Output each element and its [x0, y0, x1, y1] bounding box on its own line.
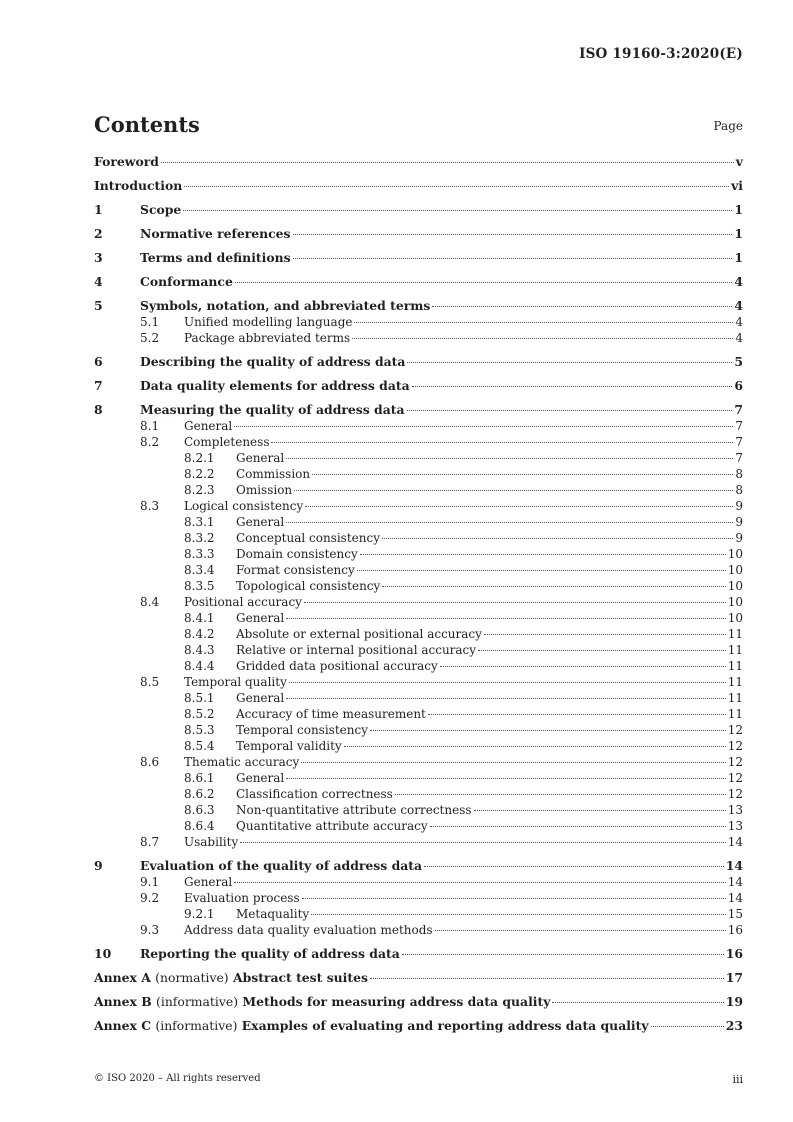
dot-leader [432, 306, 732, 307]
toc-entry-page: 1 [734, 250, 743, 265]
toc-entry-page: 10 [727, 579, 743, 593]
toc-entry-page: 10 [727, 611, 743, 625]
dot-leader [407, 410, 733, 411]
toc-entry-title: Topological consistency [236, 579, 381, 593]
toc-entry-title: Temporal consistency [236, 723, 368, 737]
dot-leader [311, 914, 726, 915]
toc-entry-number: 8.6.4 [184, 819, 215, 833]
dot-leader [271, 442, 733, 443]
toc-entry-page: 8 [735, 483, 743, 497]
toc-entry-title: Temporal validity [236, 739, 342, 753]
toc-entry-title: Terms and definitions [140, 250, 291, 265]
toc-entry-number: 8.6.1 [184, 771, 215, 785]
toc-entry-page: 23 [725, 1018, 743, 1033]
toc-entry-page: 7 [735, 419, 743, 433]
copyright-notice: © ISO 2020 – All rights reserved [94, 1073, 261, 1084]
toc-entry-title: Format consistency [236, 563, 355, 577]
toc-entry-number: 3 [94, 250, 103, 265]
toc-entry-page: 1 [734, 202, 743, 217]
toc-entry-title: Package abbreviated terms [184, 331, 351, 345]
toc-entry[interactable] [94, 466, 743, 482]
toc-entry-title: General [184, 419, 233, 433]
dot-leader [370, 978, 724, 979]
toc-entry-title: Describing the quality of address data [140, 354, 406, 369]
dot-leader [402, 954, 724, 955]
toc-entry-title: Metaquality [236, 907, 310, 921]
toc-entry[interactable] [94, 314, 743, 330]
toc-entry-page: 11 [727, 627, 743, 641]
toc-entry-page: 10 [727, 547, 743, 561]
toc-entry-title: Introduction [94, 178, 183, 193]
toc-entry-page: 13 [727, 819, 743, 833]
dot-leader [286, 778, 725, 779]
toc-entry-title: Domain consistency [236, 547, 358, 561]
toc-entry-title: Normative references [140, 226, 291, 241]
toc-entry-number: 5 [94, 298, 103, 313]
toc-entry-page: 16 [727, 923, 743, 937]
dot-leader [301, 762, 725, 763]
toc-entry-page: 12 [727, 755, 743, 769]
toc-entry[interactable] [94, 770, 743, 786]
toc-entry-number: 8.5 [140, 675, 160, 689]
toc-entry-title: Accuracy of time measurement [236, 707, 426, 721]
toc-entry-title: Usability [184, 835, 239, 849]
dot-leader [161, 162, 734, 163]
toc-entry-title: Unified modelling language [184, 315, 353, 329]
dot-leader [240, 842, 725, 843]
toc-entry-page: 12 [727, 739, 743, 753]
toc-entry-page: 15 [727, 907, 743, 921]
table-of-contents [94, 154, 743, 1034]
toc-entry[interactable] [94, 802, 743, 818]
toc-entry[interactable] [94, 530, 743, 546]
toc-entry[interactable] [94, 562, 743, 578]
toc-entry-page: 17 [725, 970, 743, 985]
page-column-label: Page [713, 119, 743, 133]
toc-entry-title: Quantitative attribute accuracy [236, 819, 428, 833]
toc-entry-page: 11 [727, 691, 743, 705]
document-id: ISO 19160-3:2020(E) [579, 46, 743, 62]
toc-entry-number: 8.2 [140, 435, 160, 449]
dot-leader [440, 666, 726, 667]
toc-entry-number: 8.3.5 [184, 579, 215, 593]
dot-leader [286, 522, 733, 523]
toc-entry-number: 8.2.1 [184, 451, 215, 465]
toc-entry[interactable] [94, 922, 743, 938]
dot-leader [235, 282, 733, 283]
toc-entry[interactable] [94, 434, 743, 450]
toc-entry-title: General [236, 611, 285, 625]
dot-leader [435, 930, 726, 931]
toc-entry-number: 8 [94, 402, 103, 417]
toc-entry[interactable] [94, 858, 743, 874]
toc-entry-page: v [735, 154, 743, 169]
dot-leader [382, 586, 725, 587]
toc-entry-page: 7 [734, 402, 743, 417]
toc-entry-number: 8.6 [140, 755, 160, 769]
dot-leader [474, 810, 726, 811]
dot-leader [370, 730, 726, 731]
toc-entry-page: 4 [734, 274, 743, 289]
toc-entry-title: Classification correctness [236, 787, 393, 801]
toc-entry-title: Symbols, notation, and abbreviated terms [140, 298, 431, 313]
toc-entry-number: 8.6.2 [184, 787, 215, 801]
toc-entry-title: Omission [236, 483, 293, 497]
dot-leader [651, 1026, 724, 1027]
toc-entry[interactable] [94, 202, 743, 218]
toc-entry-page: 9 [735, 531, 743, 545]
dot-leader [412, 386, 733, 387]
toc-entry-page: 14 [727, 891, 743, 905]
toc-entry-number: 9 [94, 858, 103, 873]
toc-entry[interactable] [94, 594, 743, 610]
toc-entry[interactable] [94, 946, 743, 962]
toc-entry[interactable] [94, 354, 743, 370]
toc-entry[interactable] [94, 994, 743, 1010]
toc-entry[interactable] [94, 690, 743, 706]
dot-leader [289, 682, 726, 683]
dot-leader [234, 882, 725, 883]
toc-entry-title: Logical consistency [184, 499, 304, 513]
toc-entry-number: 8.5.4 [184, 739, 215, 753]
toc-entry-page: 10 [727, 595, 743, 609]
toc-entry-number: 2 [94, 226, 103, 241]
toc-entry[interactable] [94, 274, 743, 290]
toc-entry-title: Data quality elements for address data [140, 378, 410, 393]
toc-entry-title: General [184, 875, 233, 889]
toc-entry-page: 14 [727, 835, 743, 849]
toc-entry-title: Foreword [94, 154, 159, 169]
toc-entry[interactable] [94, 738, 743, 754]
toc-entry[interactable] [94, 546, 743, 562]
toc-entry-page: 11 [727, 659, 743, 673]
toc-entry-page: 7 [735, 451, 743, 465]
toc-entry-title: Commission [236, 467, 311, 481]
toc-entry-number: 8.4.4 [184, 659, 215, 673]
toc-entry-number: 8.3.2 [184, 531, 215, 545]
toc-entry-title: Evaluation process [184, 891, 300, 905]
toc-entry-page: 1 [734, 226, 743, 241]
toc-entry-number: 8.3.4 [184, 563, 215, 577]
dot-leader [430, 826, 726, 827]
toc-entry[interactable] [94, 250, 743, 266]
toc-entry-title: Thematic accuracy [184, 755, 300, 769]
toc-entry-title: Address data quality evaluation methods [184, 923, 433, 937]
toc-entry-number: 9.2.1 [184, 907, 215, 921]
toc-entry-page: 6 [734, 378, 743, 393]
toc-entry[interactable] [94, 674, 743, 690]
toc-entry-number: 8.3.3 [184, 547, 215, 561]
toc-entry[interactable] [94, 610, 743, 626]
page-number: iii [732, 1073, 743, 1086]
dot-leader [286, 698, 725, 699]
dot-leader [428, 714, 726, 715]
toc-entry[interactable] [94, 706, 743, 722]
toc-entry[interactable] [94, 722, 743, 738]
toc-entry-page: 7 [735, 435, 743, 449]
toc-entry-page: 14 [727, 875, 743, 889]
toc-entry[interactable] [94, 658, 743, 674]
toc-entry[interactable] [94, 154, 743, 170]
toc-entry-number: 5.1 [140, 315, 160, 329]
dot-leader [234, 426, 733, 427]
toc-entry[interactable] [94, 498, 743, 514]
contents-title: Contents [94, 112, 200, 137]
toc-entry-title: Annex C (informative) Examples of evaluating and reporting address data quality [94, 1018, 649, 1033]
toc-entry-number: 9.2 [140, 891, 160, 905]
toc-entry[interactable] [94, 378, 743, 394]
toc-entry-number: 8.4 [140, 595, 160, 609]
dot-leader [382, 538, 733, 539]
toc-entry-title: Relative or internal positional accuracy [236, 643, 477, 657]
dot-leader [294, 490, 733, 491]
dot-leader [484, 634, 726, 635]
toc-entry-title: General [236, 451, 285, 465]
toc-entry-number: 7 [94, 378, 103, 393]
toc-entry-number: 4 [94, 274, 103, 289]
toc-entry-page: 12 [727, 723, 743, 737]
toc-entry-number: 8.2.3 [184, 483, 215, 497]
toc-entry-number: 8.5.3 [184, 723, 215, 737]
dot-leader [304, 602, 726, 603]
toc-entry-number: 8.2.2 [184, 467, 215, 481]
dot-leader [293, 258, 733, 259]
toc-entry-title: Completeness [184, 435, 270, 449]
toc-entry-page: 13 [727, 803, 743, 817]
toc-entry-page: vi [731, 178, 743, 193]
dot-leader [183, 210, 732, 211]
toc-entry[interactable] [94, 178, 743, 194]
toc-entry-number: 8.3 [140, 499, 160, 513]
toc-entry-page: 19 [725, 994, 743, 1009]
dot-leader [286, 458, 733, 459]
toc-entry-number: 8.5.1 [184, 691, 215, 705]
toc-entry-number: 5.2 [140, 331, 160, 345]
toc-entry[interactable] [94, 402, 743, 418]
toc-entry[interactable] [94, 226, 743, 242]
dot-leader [344, 746, 726, 747]
toc-entry[interactable] [94, 514, 743, 530]
toc-entry-number: 8.4.2 [184, 627, 215, 641]
toc-entry-number: 8.3.1 [184, 515, 215, 529]
toc-entry-page: 9 [735, 499, 743, 513]
toc-entry-title: Conformance [140, 274, 233, 289]
toc-entry-page: 4 [735, 315, 743, 329]
toc-entry-title: Absolute or external positional accuracy [236, 627, 482, 641]
dot-leader [354, 322, 733, 323]
dot-leader [552, 1002, 723, 1003]
toc-entry-title: General [236, 691, 285, 705]
toc-entry-page: 12 [727, 771, 743, 785]
toc-entry-page: 11 [727, 643, 743, 657]
toc-entry-title: Measuring the quality of address data [140, 402, 405, 417]
toc-entry-page: 4 [735, 331, 743, 345]
toc-entry-page: 16 [725, 946, 743, 961]
toc-entry[interactable] [94, 418, 743, 434]
toc-entry[interactable] [94, 890, 743, 906]
toc-entry-title: Positional accuracy [184, 595, 302, 609]
toc-entry[interactable] [94, 874, 743, 890]
toc-entry[interactable] [94, 330, 743, 346]
toc-entry-page: 5 [734, 354, 743, 369]
toc-entry-title: Reporting the quality of address data [140, 946, 400, 961]
toc-entry-page: 11 [727, 707, 743, 721]
toc-entry-title: General [236, 771, 285, 785]
dot-leader [305, 506, 733, 507]
toc-entry-page: 12 [727, 787, 743, 801]
toc-entry[interactable] [94, 906, 743, 922]
toc-entry-number: 10 [94, 946, 112, 961]
toc-entry-title: Non-quantitative attribute correctness [236, 803, 472, 817]
toc-entry-number: 9.1 [140, 875, 160, 889]
toc-entry-title: Evaluation of the quality of address data [140, 858, 423, 873]
toc-entry[interactable] [94, 578, 743, 594]
toc-entry-title: Scope [140, 202, 182, 217]
toc-entry-page: 9 [735, 515, 743, 529]
toc-entry-number: 9.3 [140, 923, 160, 937]
dot-leader [395, 794, 726, 795]
toc-entry-title: Temporal quality [184, 675, 287, 689]
toc-entry[interactable] [94, 786, 743, 802]
dot-leader [286, 618, 725, 619]
toc-entry[interactable] [94, 298, 743, 314]
dot-leader [302, 898, 726, 899]
toc-entry-number: 1 [94, 202, 103, 217]
toc-entry[interactable] [94, 626, 743, 642]
toc-entry[interactable] [94, 450, 743, 466]
dot-leader [293, 234, 733, 235]
toc-entry-number: 8.5.2 [184, 707, 215, 721]
dot-leader [360, 554, 726, 555]
dot-leader [424, 866, 724, 867]
dot-leader [478, 650, 726, 651]
dot-leader [407, 362, 732, 363]
toc-entry-number: 6 [94, 354, 103, 369]
toc-entry-number: 8.6.3 [184, 803, 215, 817]
toc-entry-number: 8.1 [140, 419, 160, 433]
dot-leader [357, 570, 726, 571]
toc-entry-page: 4 [734, 298, 743, 313]
toc-entry[interactable] [94, 482, 743, 498]
toc-entry[interactable] [94, 818, 743, 834]
toc-entry-page: 11 [727, 675, 743, 689]
toc-entry[interactable] [94, 754, 743, 770]
dot-leader [312, 474, 733, 475]
toc-entry[interactable] [94, 642, 743, 658]
toc-entry-title: Conceptual consistency [236, 531, 380, 545]
toc-entry-number: 8.4.1 [184, 611, 215, 625]
toc-entry[interactable] [94, 1018, 743, 1034]
dot-leader [184, 186, 729, 187]
dot-leader [352, 338, 733, 339]
toc-entry-title: Annex B (informative) Methods for measuring address data quality [94, 994, 551, 1009]
toc-entry-number: 8.7 [140, 835, 160, 849]
toc-entry-title: General [236, 515, 285, 529]
toc-entry[interactable] [94, 834, 743, 850]
toc-entry-number: 8.4.3 [184, 643, 215, 657]
toc-entry-page: 8 [735, 467, 743, 481]
toc-entry-page: 10 [727, 563, 743, 577]
toc-entry-page: 14 [725, 858, 743, 873]
toc-entry-title: Gridded data positional accuracy [236, 659, 438, 673]
toc-entry-title: Annex A (normative) Abstract test suites [94, 970, 368, 985]
toc-entry[interactable] [94, 970, 743, 986]
